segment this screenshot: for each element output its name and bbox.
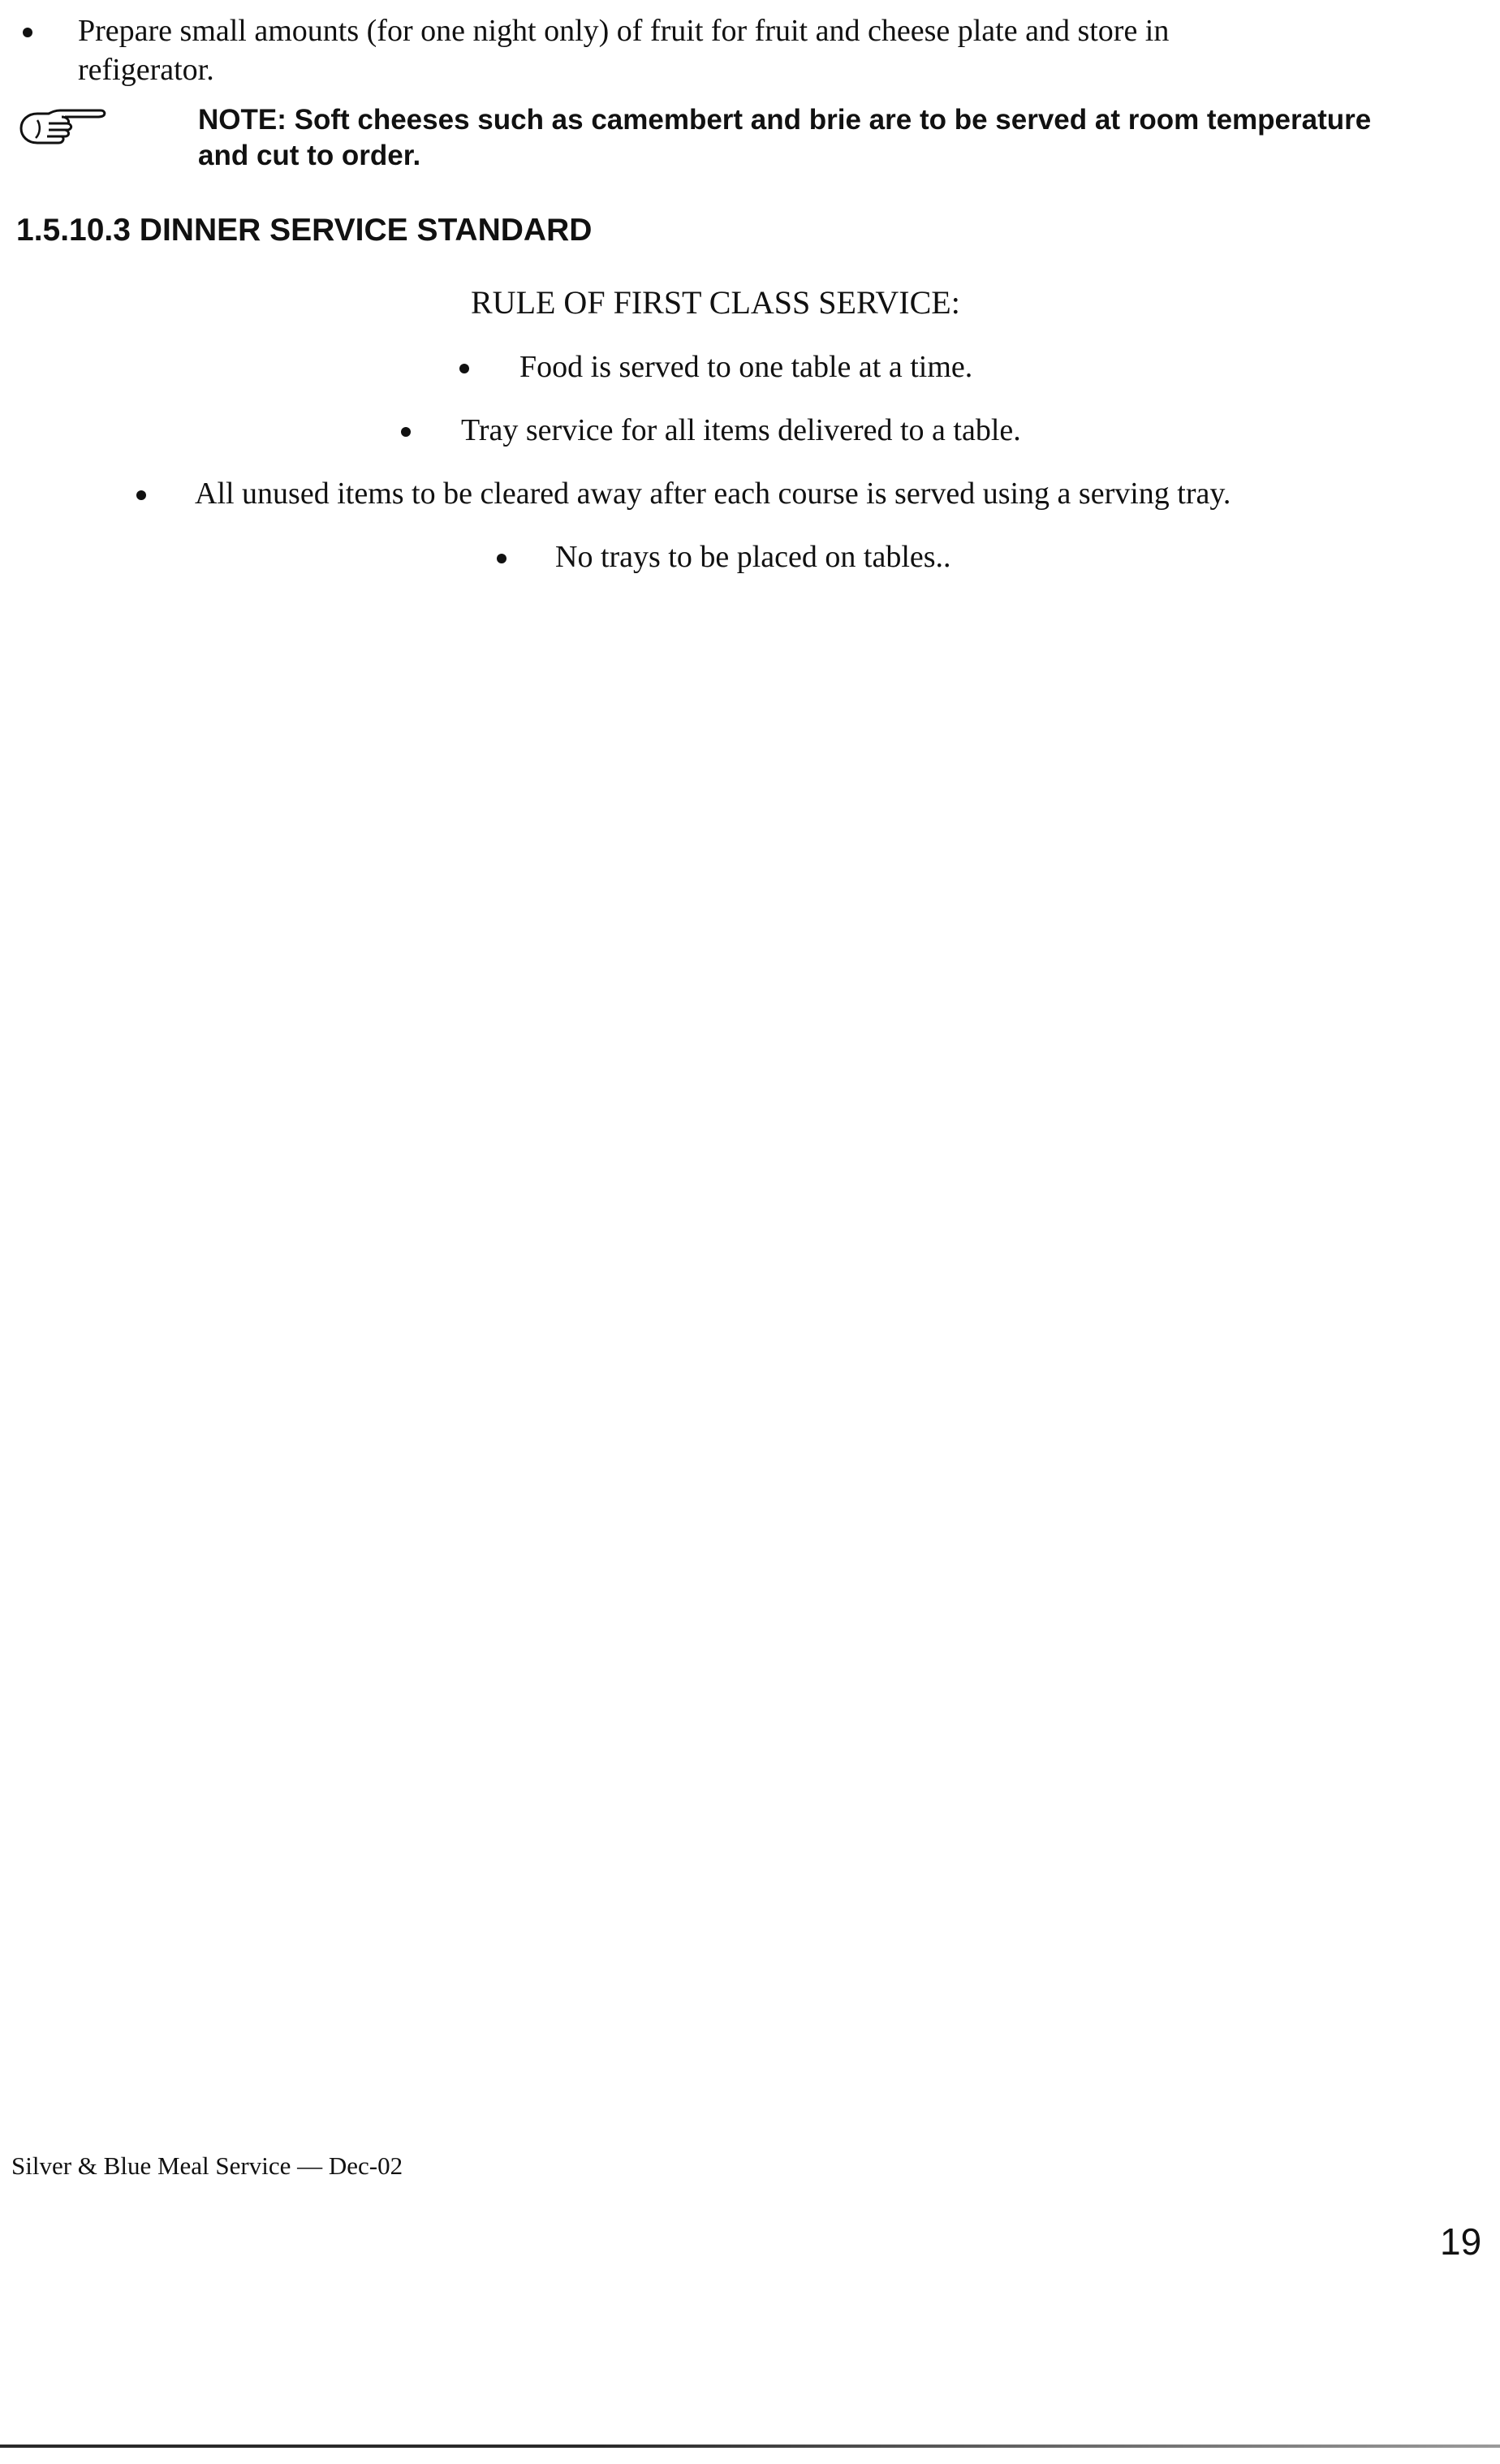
top-bullet-line-2: refigerator. [78, 53, 214, 87]
bullet-dot [459, 364, 469, 373]
bullet-dot [497, 554, 506, 563]
note-line-2: and cut to order. [198, 140, 421, 171]
rule-item-text: Tray service for all items delivered to a table. [461, 413, 1021, 447]
section-heading: 1.5.10.3 DINNER SERVICE STANDARD [16, 213, 593, 248]
rule-item-text: No trays to be placed on tables.. [555, 540, 951, 574]
bullet-dot [23, 28, 32, 37]
note-line-1: NOTE: Soft cheeses such as camembert and brie are to be served at room temperature [198, 104, 1372, 136]
top-bullet-line-1: Prepare small amounts (for one night only) of fruit for fruit and cheese plate and store in [78, 14, 1170, 48]
bottom-rule-divider [0, 2445, 1500, 2448]
bullet-dot [401, 427, 411, 437]
rule-item-text: Food is served to one table at a time. [519, 350, 973, 384]
rule-title: RULE OF FIRST CLASS SERVICE: [471, 284, 960, 321]
pointing-hand-icon [16, 104, 107, 153]
rule-item-text: All unused items to be cleared away after each course is served using a serving tray. [195, 477, 1231, 511]
footer-text: Silver & Blue Meal Service — Dec-02 [11, 2151, 403, 2180]
bullet-dot [136, 490, 146, 500]
page-number: 19 [1440, 2220, 1482, 2263]
